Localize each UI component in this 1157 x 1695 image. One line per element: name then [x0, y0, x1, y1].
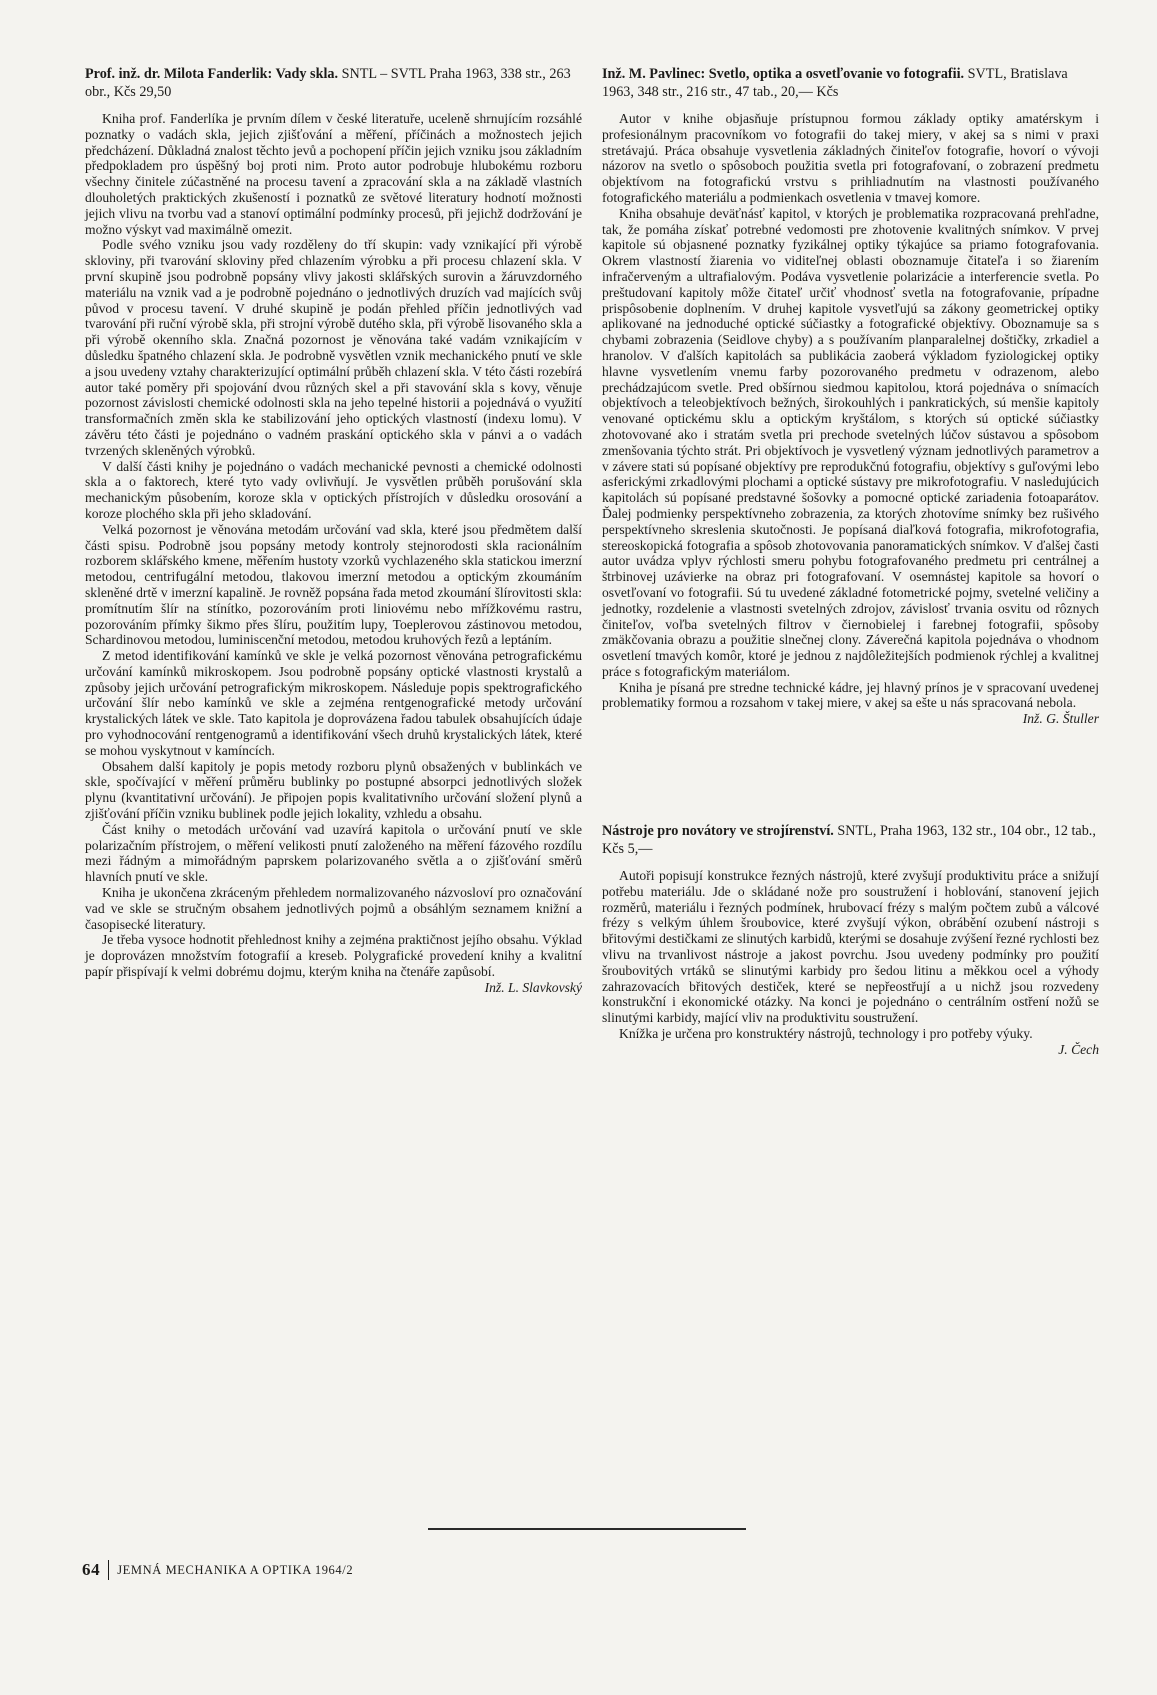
reviewer-signature: J. Čech: [1058, 1041, 1099, 1057]
review-paragraph: Knížka je určena pro konstruktéry nástrojů, technology i pro potřeby výuky.: [619, 1026, 1033, 1042]
review-paragraph: V další části knihy je pojednáno o vadách mechanické pevnosti a chemické odolnosti skla a o faktorech, které tyto vady ovlivňují. Je vysvětlen průběh porušování skla mechanickým působením, koroze skla v optických přístrojích v důsledku orosování a koroze plochého skla při jeho skladování.: [85, 458, 582, 521]
review-paragraph: Autoři popisují konstrukce řezných nástrojů, které zvyšují produktivitu práce a snižují potřebu materiálu. Jde o skládané nože pro soustružení i hoblování, stanovení jejich rozměrů, materiálu i řezných podmínek, hrubovací frézy s malým počtem zubů a válcové frézy s velkým úhlem šroubovice, které zvyšují výkon, obrábění ozubení nástroji s břitovými destičkami ze slinutých karbidů, kterými se dosahuje zvýšení řezné rychlosti bez vlivu na trvanlivost nástroje a jakost povrchu. Jsou uvedeny podmínky pro použití šroubovitých vrtáků se slinutými karbidy pro šedou litinu a měkkou ocel a výhody zahrazovacích břitových destiček, které se nepřeostřují a u nichž jsou rozvedeny konstrukční i ekonomické otázky. Na konci je pojednáno o centrálním ostření nožů se slinutými karbidy, mající vliv na produktivitu soustružení.: [602, 868, 1099, 1026]
review-paragraph: Podle svého vzniku jsou vady rozděleny do tří skupin: vady vznikající při výrobě skloviny, při tvarování skloviny před chlazením výrobku a při procesu chlazení skla. V první skupině jsou podrobně popsány vlivy jakosti sklářských surovin a žáruvzdorného materiálu na vznik vad a je podrobně pojednáno o jednotlivých druzích vad majících svůj původ v procesu tavení. V druhé skupině je podán přehled příčin jednotlivých vad tvarování při ruční výrobě skla, při strojní výrobě dutého skla, při výrobě lisovaného skla a při výrobě okenního skla. Značná pozornost je věnována také vadám vznikajícím v důsledku špatného chlazení skla. Je podrobně vysvětlen vznik mechanického pnutí ve skle a jsou uvedeny vztahy charakterizující optimální průběh chlazení skla. V této části rozebírá autor také poměry při spojování dvou různých skel a při stavování skla s kovy, věnuje pozornost závislosti chemické odolnosti skla na jeho tepelné historii a pojednává o využití transformačních změn skla ke stabilizování jeho optických vlastností (indexu lomu). V závěru této části je pojednáno o vadném praskání optického skla v pánvi a o vadách tvrzených skleněných výrobků.: [85, 237, 582, 458]
review-heading: [602, 823, 1099, 858]
review-paragraph: Autor v knihe objasňuje prístupnou formou základy optiky amatérskym i profesionálnym pracovníkom vo fotografii do takej miery, v akej sa s nimi v praxi stretávajú. Práca obsahuje vysvetlenia základných činiteľov fotografie, hovorí o vývoji názorov na svetlo o spôsoboch použitia svetla pri fotografovaní, o zobrazení predmetu objektívom na fotografickú vrstvu s prihliadnutím na vlastnosti používaného fotografického materiálu a podmienkach osvetlenia v tmavej komore.: [602, 111, 1099, 205]
review-nastroje: [602, 823, 1099, 1058]
review-paragraph: Kniha obsahuje deväťnásť kapitol, v ktorých je problematika rozpracovaná prehľadne, tak, že pomáha získať potrebné vedomosti pre zhotovenie kvalitných snímkov. V prvej kapitole sú objasnené poznatky fyzikálnej optiky týkajúce sa priamo fotografovania. Okrem vlastností žiarenia vo viditeľnej oblasti oboznamuje čitateľa i so žiarením infračerveným a ultrafialovým. Podáva vysvetlenie polarizácie a interferencie svetla. Po preštudovaní kapitoly môže čitateľ určiť vhodnosť svetla na fotografovanie, prípadne prispôsobenie doplnením. V druhej kapitole vysvetľujú sa zákony geometrickej optiky aplikované na jednoduché optické súčiastky a fotografické objektívy. Oboznamuje sa s chybami zobrazenia (Seidlove chyby) a s používaním planparalelnej doštičky, zrkadiel a hranolov. V ďalších kapitolách sa publikácia zaoberá výkladom fyziologickej optiky hlavne vysvetlením vnemu farby pozorovaného predmetu v odrazenom, alebo prechádzajúcom svetle. Pred obšírnou siedmou kapitolou, ktorá pojednáva o snímacích objektívoch a teleobjektívoch bežných, širokouhlých i pankratických, sú menšie kapitoly venované optickému sklu a optickým kryštálom, s ktorých sú optické súčiastky zhotovované ako i stratám svetla pri prechode svetelných lúčov sústavou a spôsobom zmenšovania týchto strát. Pri objektívoch je vysvetlený význam jednotlivých parametrov a v závere stati sú popísané objektívy pre reprodukčnú fotografiu, objektívy s guľovými lebo asferickými zrkadlovými plochami a optické sústavy pre mikrofotografiu. V nasledujúcich kapitolách sú popísané predstavné šošovky a pomocné optické zariadenia fotoaparátov. Ďalej podmienky perspektívneho zobrazenia, za ktorých zhotovíme snímky bez rušivého perspektívneho skreslenia skutočnosti. Je popísaná diaľková fotografia, mikrofotografia, stereoskopická fotografia a spôsob zhotovovania panoramatických snímkov. V ďalšej časti autor uvádza vplyv rýchlosti smeru pohybu fotografovaného predmetu pri centrálnej a štrbinovej uzávierke na obraz pri fotografovaní. V osemnástej kapitole sa hovorí o osvetľovaní vo fotografii. Sú tu uvedené základné fotometrické pojmy, svetelné veličiny a jednotky, rozdelenie a vlastnosti svetelných zdrojov, závislosť trvania osvitu od rôznych činiteľov, voľba svetelných filtrov v čiernobielej i farebnej fotografii, spôsoby zmäkčovania obrazu a použitie slnečnej clony. Záverečná kapitola pojednáva o vhodnom osvetlení tmavých komôr, ktoré je jednou z najdôležitejších podmienok rýchlej a kvalitnej práce s fotografickým materiálom.: [602, 205, 1099, 679]
page-footer: [82, 1560, 353, 1580]
end-rule-divider: [428, 1528, 746, 1530]
review-paragraph: Z metod identifikování kamínků ve skle je velká pozornost věnována petrografickému určování kamínků mikroskopem. Jsou podrobně popsány optické vlastnosti krystalů a způsoby jejich určování petrografickým mikroskopem. Následuje popis spektrografického určování šlír nebo kamínků ve skle a zejména rentgenografické metody určování krystalických látek ve skle. Tato kapitola je doprovázena řadou tabulek obsahujících údaje pro vyhodnocování rentgenogramů a identifikování všech druhů krystalických látek, které se mohou vyskytnout v kamíncích.: [85, 648, 582, 758]
review-heading-publication: SNTL, Praha 1963, 132 str., 104 obr., 12 tab., Kčs 5,—: [602, 823, 1096, 857]
review-paragraph: Část knihy o metodách určování vad uzavírá kapitola o určování pnutí ve skle polarizačním přístrojem, o měření velikosti pnutí založeného na měření fázového rozdílu mezi řádným a mimořádným paprskem polarizovaného světla a o zjišťování směrů hlavních pnutí ve skle.: [85, 821, 582, 885]
review-heading: [602, 66, 1099, 101]
review-heading-author-title: Inž. M. Pavlinec: Svetlo, optika a osvetľovanie vo fotografii.: [602, 66, 965, 82]
page-number: 64: [82, 1560, 101, 1579]
review-paragraph: Kniha je ukončena zkráceným přehledem normalizovaného názvosloví pro označování vad ve skle se stručným obsahem jednotlivých pojmů a obsáhlým seznamem knižní a časopisecké literatury.: [85, 885, 582, 932]
left-column: [85, 66, 582, 996]
review-pavlinec: [602, 66, 1099, 727]
review-paragraph: Kniha prof. Fanderlíka je prvním dílem v české literatuře, uceleně shrnujícím rozsáhlé poznatky o vadách skla, jejich zjišťování a měření, příčinách a možnostech jejich předcházení. Důkladná znalost těchto jevů a pochopení příčin jejich vzniku jsou základním předpokladem pro úspěšný boj proti nim. Proto autor podrobuje hlubokému rozboru všechny činitele zúčastněné na procesu tavení a zpracování skla a na základě vlastních dlouholetých praktických zkušeností i poznatků ze světové literatury hodnotí možnosti jejich vlivu na tvorbu vad a stanoví optimální podmínky procesů, při jejichž dodržování je možno výskyt vad maximálně omezit.: [85, 111, 582, 237]
journal-title: JEMNÁ MECHANIKA A OPTIKA 1964/2: [117, 1562, 354, 1577]
review-paragraph: Obsahem další kapitoly je popis metody rozboru plynů obsažených v bublinkách ve skle, spočívající v měření průměru bublinky po postupné absorpci jednotlivých složek plynu (kvantitativní určování). Je připojen popis kvalitativního určování složení plynů a zjišťování příčin vzniku bublinek podle jejich lokality, vzhledu a obsahu.: [85, 758, 582, 822]
review-paragraph: Kniha je písaná pre stredne technické kádre, jej hlavný prínos je v spracovaní uvedenej problematiky formou a rozsahom v takej miere, v akej sa ešte u nás spracovaná nebola.: [602, 679, 1099, 711]
review-fanderlik: [85, 66, 582, 996]
review-heading-publication: SVTL, Bratislava 1963, 348 str., 216 str., 47 tab., 20,— Kčs: [602, 66, 1068, 100]
review-paragraph: Velká pozornost je věnována metodám určování vad skla, které jsou předmětem další části spisu. Podrobně jsou popsány metody kontroly stejnorodosti skla racionálním rozborem sklářského kmene, měřením hustoty vzorků vychlazeného skla statickou imerzní metodou, centrifugální metodou, tlakovou imerzní metodou a optickým zkoumáním skleněné drtě v imerzní kapalině. Je rovněž popsána řada metod zkoumání šlírovitosti skla: promítnutím šlír na stínítko, pozorováním proti liniovému nebo mřížkovému rastru, pozorováním přímky šikmo přes šlíru, použitím lupy, Toeplerovou zástinovou metodou, Schardinovou metodou, luminiscenční metodou, metodou kruhových řezů a leptáním.: [85, 521, 582, 648]
review-heading-publication: SNTL – SVTL Praha 1963, 338 str., 263 obr., Kčs 29,50: [85, 66, 571, 100]
review-heading: [85, 66, 582, 101]
review-heading-author-title: Prof. inž. dr. Milota Fanderlik: Vady skla.: [85, 66, 339, 82]
review-heading-title: Nástroje pro novátory ve strojírenství.: [602, 823, 834, 840]
footer-divider: [108, 1560, 109, 1580]
review-paragraph: Je třeba vysoce hodnotit přehlednost knihy a zejména praktičnost jejího obsahu. Výklad je doprovázen množstvím fotografií a kreseb. Polygrafické provedení knihy a kvalitní papír přispívají k velmi dobrému dojmu, kterým kniha na čtenáře zapůsobí.: [85, 932, 582, 980]
reviewer-signature: Inž. G. Štuller: [1022, 711, 1099, 727]
right-column: [602, 66, 1099, 1058]
reviewer-signature: Inž. L. Slavkovský: [484, 979, 582, 995]
